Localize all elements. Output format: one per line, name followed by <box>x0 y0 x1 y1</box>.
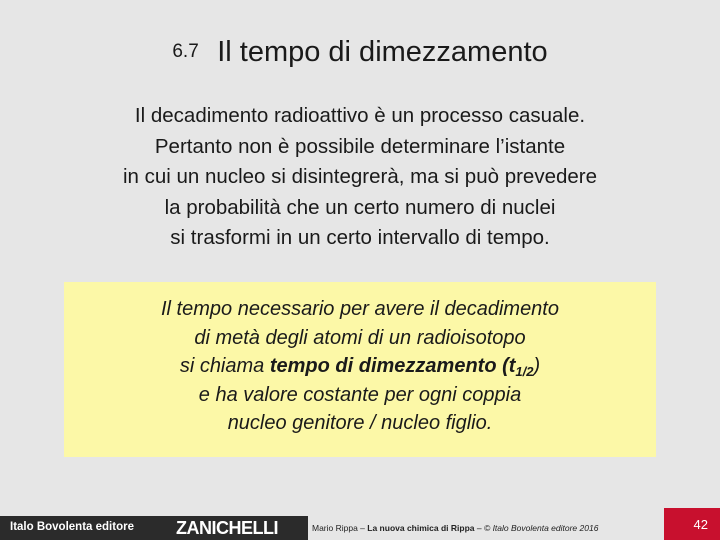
intro-line: Pertanto non è possibile determinare l’istante <box>154 134 566 158</box>
intro-line: Il decadimento radioattivo è un processo casuale. <box>134 104 586 127</box>
definition-box <box>64 282 656 457</box>
intro-line: si trasformi in un certo intervallo di tempo. <box>170 226 550 249</box>
book-title: La nuova chimica di Rippa <box>367 523 475 533</box>
definition-line: Il tempo necessario per avere il decadimento <box>161 298 559 320</box>
definition-line-term <box>64 352 656 381</box>
definition-text <box>64 295 656 438</box>
intro-line: la probabilità che un certo numero di nuclei <box>164 195 556 219</box>
page-title: Il tempo di dimezzamento <box>217 36 548 68</box>
definition-line: e ha valore costante per ogni coppia <box>198 383 522 406</box>
definition-term: tempo di dimezzamento (t <box>269 355 516 377</box>
author-name: Mario Rippa – <box>312 523 368 533</box>
definition-line: nucleo genitore / nucleo figlio. <box>227 412 493 434</box>
definition-line: di metà degli atomi di un radioisotopo <box>194 326 526 349</box>
definition-suffix: ) <box>533 355 541 377</box>
section-number: 6.7 <box>172 41 199 62</box>
zanichelli-logo: ZANICHELLI <box>176 518 278 538</box>
definition-prefix: si chiama <box>179 355 270 377</box>
intro-line: in cui un nucleo si disintegrerà, ma si può prevedere <box>122 165 598 188</box>
page-number-badge <box>664 508 720 540</box>
definition-subscript: 1/2 <box>515 364 534 379</box>
slide-title <box>0 36 720 69</box>
footer-publisher-bar <box>0 516 308 540</box>
publisher-logo: Italo Bovolenta editore <box>10 521 134 533</box>
copyright-notice: – © Italo Bovolenta editore 2016 <box>474 523 599 533</box>
footer-credit <box>312 523 598 533</box>
page-number: 42 <box>693 517 708 532</box>
intro-paragraph <box>40 101 680 254</box>
